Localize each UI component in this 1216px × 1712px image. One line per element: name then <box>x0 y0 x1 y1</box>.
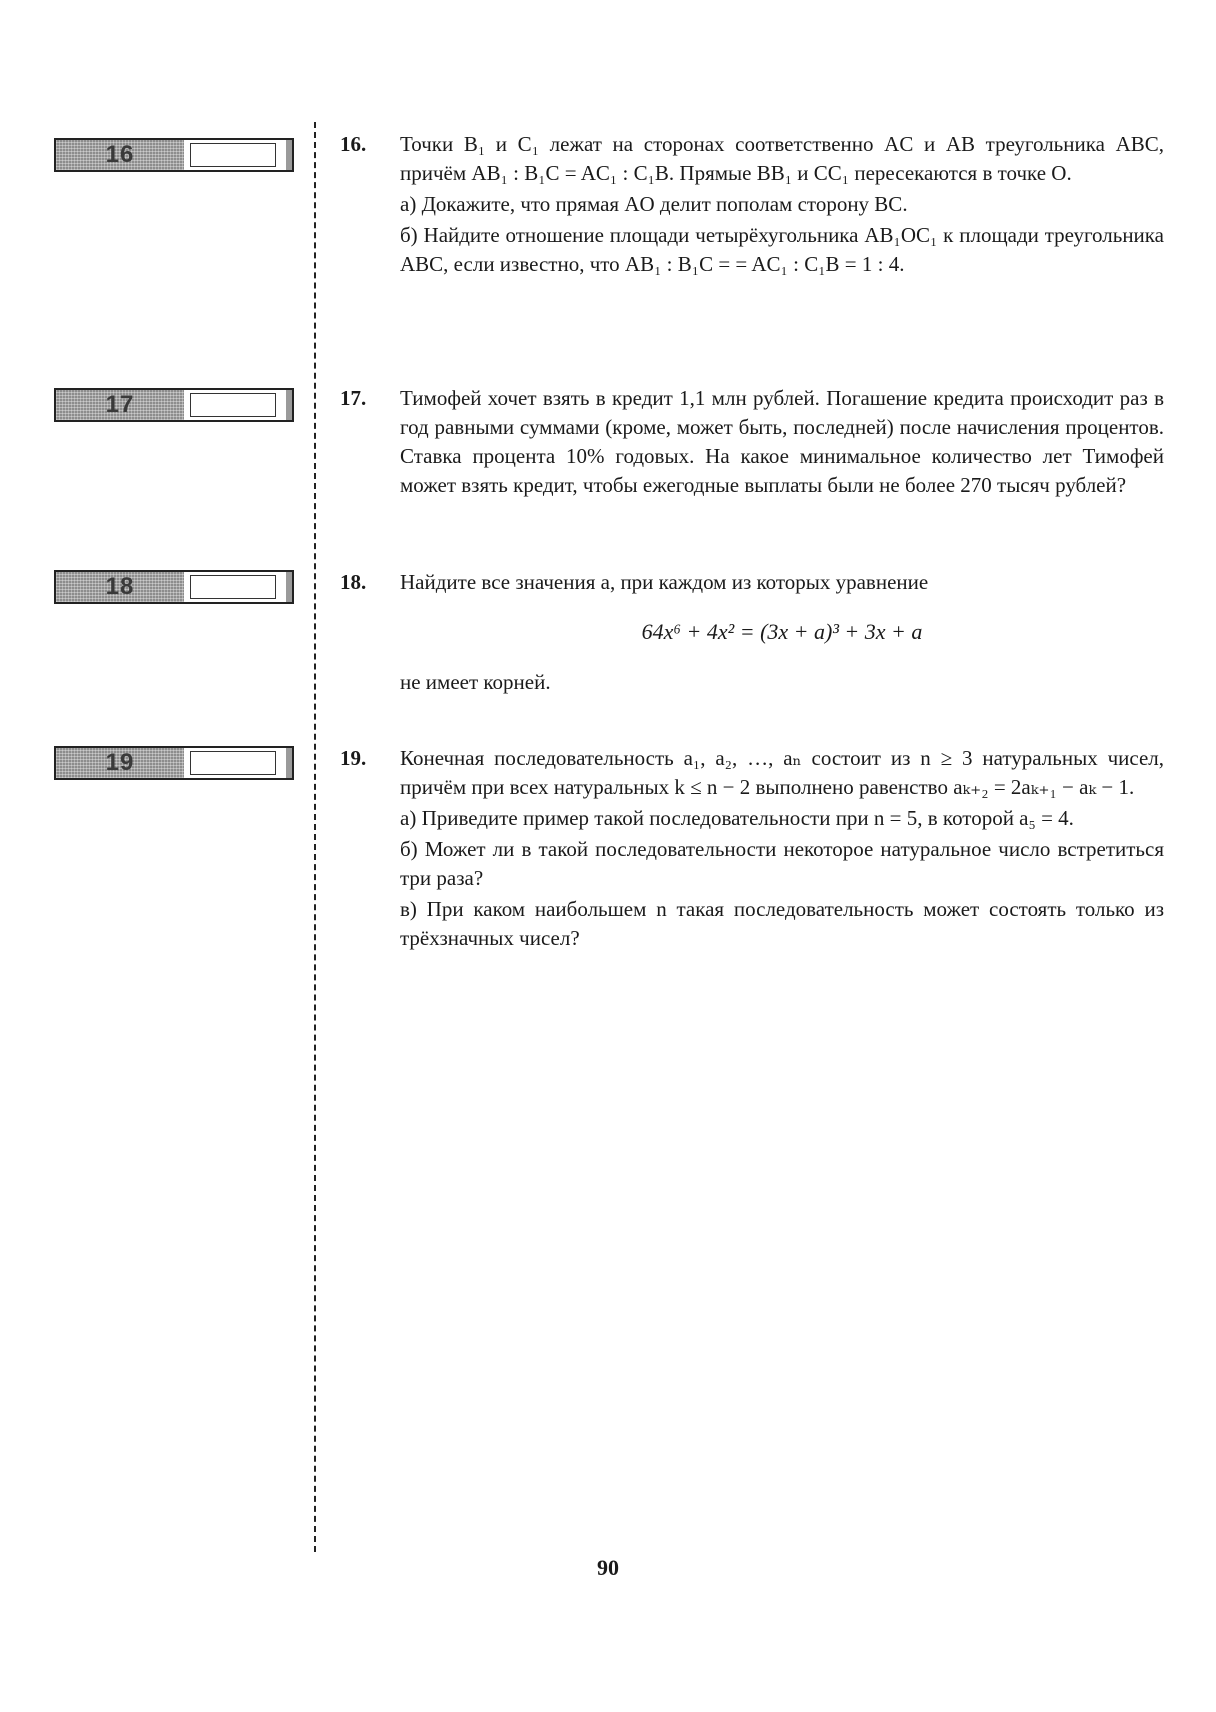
task-number: 18. <box>340 570 367 594</box>
task-text-end: не имеет корней. <box>400 670 551 694</box>
task-part-c: в) При каком наибольшем n такая последовательность может состоять только из трёхзначных чисел? <box>400 897 1164 950</box>
task-18 <box>340 568 1164 697</box>
task-number: 17. <box>340 386 367 410</box>
answer-box-18 <box>54 570 294 604</box>
answer-box-19 <box>54 746 294 780</box>
answer-box-number: 18 <box>56 572 184 602</box>
task-text: Найдите все значения a, при каждом из которых уравнение <box>400 570 929 594</box>
answer-box-number: 16 <box>56 140 184 170</box>
page-number: 90 <box>597 1555 619 1580</box>
task-part-b: б) Может ли в такой последовательности некоторое натуральное число встретиться три раза? <box>400 837 1164 890</box>
answer-field[interactable] <box>190 393 276 417</box>
answer-field[interactable] <box>190 751 276 775</box>
task-number: 16. <box>340 132 367 156</box>
equation: 64x⁶ + 4x² = (3x + a)³ + 3x + a <box>641 619 923 644</box>
task-part-b: б) Найдите отношение площади четырёхугольника AB₁OC₁ к площади треугольника ABC, если известно, что AB₁ : B₁C = = AC₁ : C₁B = 1 : 4. <box>400 223 1164 276</box>
answer-box-number: 17 <box>56 390 184 420</box>
answer-field[interactable] <box>190 575 276 599</box>
task-19 <box>340 744 1164 953</box>
task-text: Точки B₁ и C₁ лежат на сторонах соответственно AC и AB треугольника ABC, причём AB₁ : B₁C = AC₁ : C₁B. Прямые BB₁ и CC₁ пересекаются в точке O. <box>400 132 1164 185</box>
task-number: 19. <box>340 746 367 770</box>
task-16 <box>340 130 1164 279</box>
answer-field[interactable] <box>190 143 276 167</box>
cut-line <box>314 122 316 1552</box>
answer-box-17 <box>54 388 294 422</box>
answer-box-16 <box>54 138 294 172</box>
task-part-a: а) Приведите пример такой последовательности при n = 5, в которой a₅ = 4. <box>400 806 1074 830</box>
task-text: Тимофей хочет взять в кредит 1,1 млн рублей. Погашение кредита происходит раз в год равными суммами (кроме, может быть, последней) после начисления процентов. Ставка процента 10% годовых. На какое минимальное количество лет Тимофей может взять кредит, чтобы ежегодные выплаты были не более 270 тысяч рублей? <box>400 386 1164 497</box>
task-part-a: а) Докажите, что прямая AO делит пополам сторону BC. <box>400 192 908 216</box>
answer-box-number: 19 <box>56 748 184 778</box>
task-text: Конечная последовательность a₁, a₂, …, aₙ состоит из n ≥ 3 натуральных чисел, причём при всех натуральных k ≤ n − 2 выполнено равенство aₖ₊₂ = 2aₖ₊₁ − aₖ − 1. <box>400 746 1164 799</box>
task-17 <box>340 384 1164 500</box>
